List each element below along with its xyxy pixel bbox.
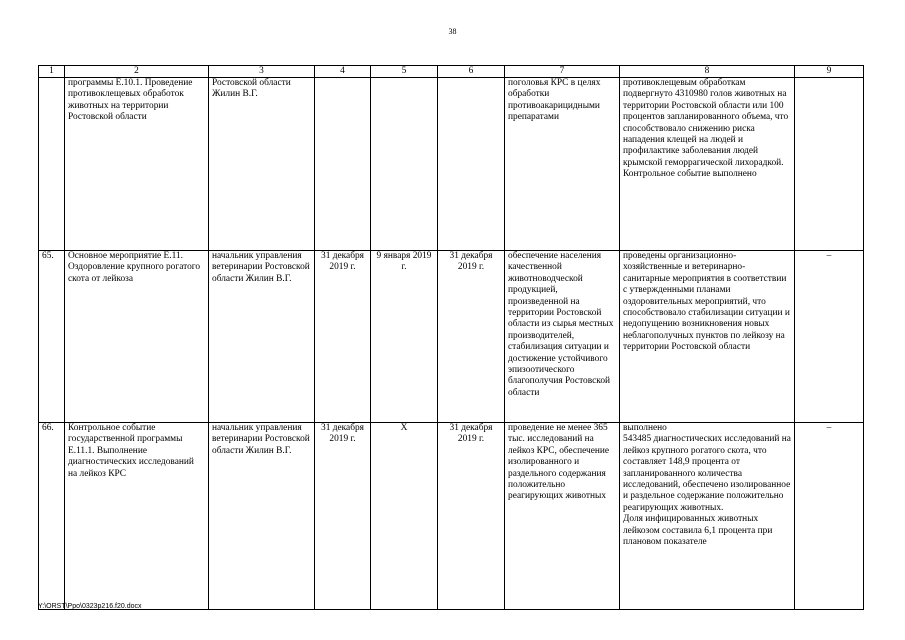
event-name: программы Е.10.1. Проведение противоклещевых обработок животных на территории Ростовской области (65, 78, 209, 251)
table-row (39, 251, 864, 423)
expected-result: обеспечение населения качественной животноводческой продукцией, произведенной на территории Ростовской области из сырья местных производителей, стабилизация ситуации и достижение устойчивого эпизоотического благополучия Ростовской области (505, 251, 620, 423)
expected-result: проведение не менее 365 тыс. исследований на лейкоз КРС, обеспечение изолированного и раздельного содержания положительно реагирующих животных (505, 423, 620, 610)
event-name: Контрольное событие государственной программы Е.11.1. Выполнение диагностических исследований на лейкоз КРС (65, 423, 209, 610)
actual-result: проведены организационно-хозяйственные и ветеринарно-санитарные мероприятия в соответствии с утвержденными планами оздоровительных мероприятий, что способствовало стабилизации ситуации и недопущению возникновения новых неблагополучных пунктов по лейкозу на территории Ростовской области (620, 251, 795, 423)
plan-date: 31 декабря 2019 г. (315, 423, 371, 610)
note: – (795, 251, 864, 423)
start-date (371, 78, 438, 251)
file-path-footer: Y:\ORST\Ppo\0323p216.f20.docx (38, 603, 142, 610)
end-date (438, 78, 505, 251)
expected-result: поголовья КРС в целях обработки противоакарицидными препаратами (505, 78, 620, 251)
row-number: 65. (39, 251, 65, 423)
responsible: начальник управления ветеринарии Ростовской области Жилин В.Г. (209, 423, 315, 610)
plan-date (315, 78, 371, 251)
column-header: 2 (65, 66, 209, 78)
column-header: 5 (371, 66, 438, 78)
column-header: 7 (505, 66, 620, 78)
table-row (39, 78, 864, 251)
event-name: Основное мероприятие Е.11. Оздоровление крупного рогатого скота от лейкоза (65, 251, 209, 423)
note: – (795, 423, 864, 610)
responsible: Ростовской области Жилин В.Г. (209, 78, 315, 251)
end-date: 31 декабря 2019 г. (438, 251, 505, 423)
column-header: 9 (795, 66, 864, 78)
table-row (39, 423, 864, 610)
start-date: Х (371, 423, 438, 610)
report-table (38, 65, 864, 610)
column-header: 4 (315, 66, 371, 78)
page-number: 38 (448, 27, 457, 36)
column-header: 3 (209, 66, 315, 78)
column-header: 1 (39, 66, 65, 78)
note (795, 78, 864, 251)
actual-result: противоклещевым обработкам подвергнуто 4310980 голов животных на территории Ростовской области или 100 процентов запланированного объема, что способствовало снижению риска нападения клещей на людей и профилактике заболевания людей крымской геморрагической лихорадкой. Контрольное событие выполнено (620, 78, 795, 251)
responsible: начальник управления ветеринарии Ростовской области Жилин В.Г. (209, 251, 315, 423)
row-number: 66. (39, 423, 65, 610)
column-header: 8 (620, 66, 795, 78)
actual-result: выполнено 543485 диагностических исследований на лейкоз крупного рогатого скота, что составляет 148,9 процента от запланированного количества исследований, обеспечено изолированное и раздельное содержание положительно реагирующих животных. Доля инфицированных животных лейкозом составила 6,1 процента при плановом показателе (620, 423, 795, 610)
plan-date: 31 декабря 2019 г. (315, 251, 371, 423)
column-header: 6 (438, 66, 505, 78)
row-number (39, 78, 65, 251)
table-header-row (39, 66, 864, 78)
end-date: 31 декабря 2019 г. (438, 423, 505, 610)
start-date: 9 января 2019 г. (371, 251, 438, 423)
